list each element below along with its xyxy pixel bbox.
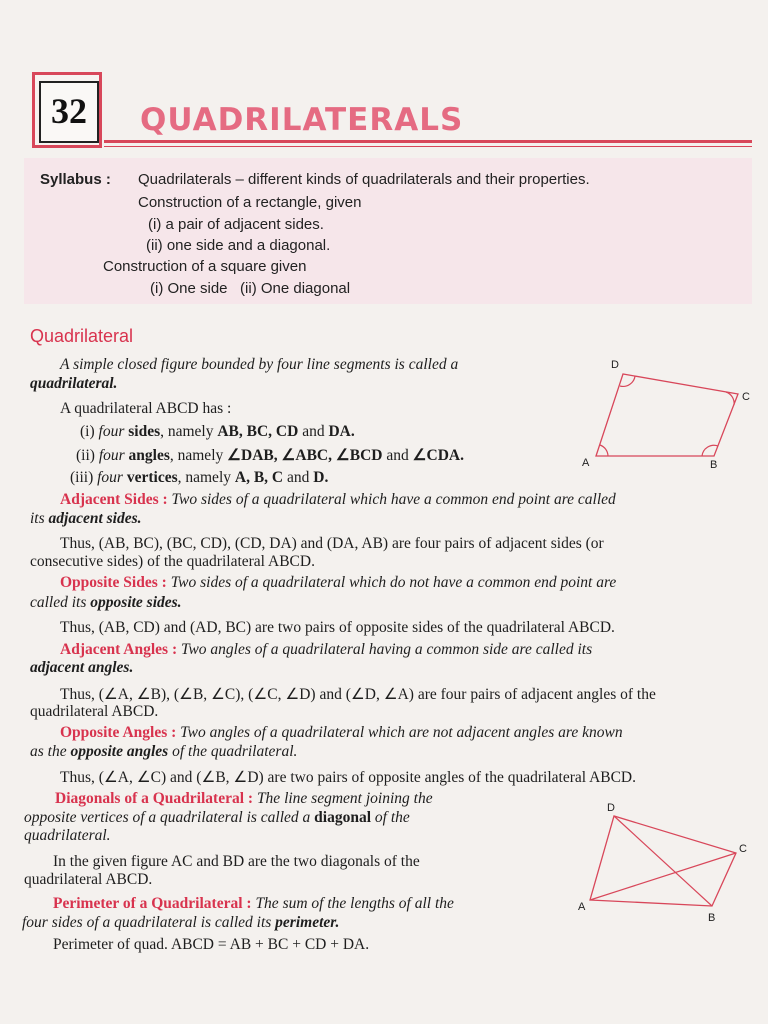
syllabus-line: Quadrilaterals – different kinds of quadrilaterals and their properties. bbox=[138, 171, 590, 188]
text-span: DA. bbox=[328, 423, 355, 440]
text-span: as the bbox=[30, 743, 71, 760]
angle-mark-c bbox=[726, 392, 734, 405]
definition-term: adjacent angles. bbox=[30, 659, 134, 676]
text-span: and bbox=[283, 469, 314, 486]
vertex-label-c: C bbox=[742, 391, 750, 403]
text-span: angles bbox=[124, 447, 170, 464]
syllabus-line: Construction of a square given bbox=[103, 258, 307, 275]
definition-continued bbox=[30, 510, 142, 528]
diagonals-figure bbox=[570, 798, 750, 928]
text-span: ∠DAB, ∠ABC, ∠BCD bbox=[227, 447, 383, 464]
definition-term: quadrilateral. bbox=[30, 375, 118, 392]
list-marker: (iii) bbox=[70, 469, 98, 486]
text-span: The line segment joining the bbox=[253, 790, 433, 807]
text-span: adjacent sides. bbox=[48, 510, 142, 527]
definition bbox=[60, 491, 616, 509]
definition bbox=[60, 724, 623, 742]
vertex-label-a: A bbox=[578, 901, 586, 913]
vertex-label-b: B bbox=[708, 912, 716, 924]
definition-continued bbox=[24, 809, 410, 827]
definition bbox=[53, 895, 454, 913]
text-span: and bbox=[382, 447, 413, 464]
body-text: In the given figure AC and BD are the two diagonals of the bbox=[53, 853, 420, 870]
term-label: Diagonals of a Quadrilateral : bbox=[55, 790, 254, 807]
syllabus-line: (i) a pair of adjacent sides. bbox=[148, 216, 324, 233]
term-label: Adjacent Angles : bbox=[60, 641, 178, 658]
list-marker: (ii) bbox=[76, 447, 99, 464]
text-span: vertices bbox=[122, 469, 178, 486]
body-text: A quadrilateral ABCD has : bbox=[60, 400, 232, 417]
body-text: consecutive sides) of the quadrilateral ABCD. bbox=[30, 553, 315, 570]
definition-continued: quadrilateral. bbox=[24, 827, 111, 844]
text-span: The sum of the lengths of all the bbox=[251, 895, 454, 912]
text-span: D. bbox=[313, 469, 329, 486]
section-heading: Quadrilateral bbox=[30, 326, 134, 346]
text-span: AB, BC, CD bbox=[217, 423, 299, 440]
diagonal-ac bbox=[590, 853, 736, 900]
vertex-label-c: C bbox=[739, 843, 747, 855]
text-span: , namely bbox=[169, 447, 228, 464]
definition-text: A simple closed figure bounded by four line segments is called a bbox=[60, 356, 459, 373]
quadrilateral-outline bbox=[596, 374, 738, 456]
text-span: of the bbox=[371, 809, 410, 826]
text-span: four bbox=[97, 469, 123, 486]
text-span: Two sides of a quadrilateral which have a common end point are called bbox=[167, 491, 616, 508]
body-text: Thus, (AB, CD) and (AD, BC) are two pairs of opposite sides of the quadrilateral ABCD. bbox=[60, 619, 615, 636]
vertex-label-b: B bbox=[710, 459, 718, 471]
title-rule bbox=[104, 140, 752, 143]
text-span: Two sides of a quadrilateral which do not have a common end point are bbox=[166, 574, 617, 591]
text-span: , namely bbox=[177, 469, 235, 486]
syllabus-line: Construction of a rectangle, given bbox=[138, 194, 362, 211]
formula: Perimeter of quad. ABCD = AB + BC + CD + DA. bbox=[53, 936, 370, 953]
quadrilateral-figure bbox=[578, 356, 750, 476]
body-text: Thus, (∠A, ∠C) and (∠B, ∠D) are two pairs of opposite angles of the quadrilateral ABCD. bbox=[60, 769, 637, 786]
text-span: four bbox=[98, 423, 125, 440]
vertex-label-d: D bbox=[607, 802, 615, 814]
text-span: opposite vertices of a quadrilateral is called a bbox=[24, 809, 315, 826]
text-span: its bbox=[30, 510, 49, 527]
definition bbox=[60, 641, 592, 659]
text-span: perimeter. bbox=[275, 914, 340, 931]
definition bbox=[60, 574, 616, 592]
title-rule-thin bbox=[104, 146, 752, 147]
body-text: Thus, (AB, BC), (BC, CD), (CD, DA) and (DA, AB) are four pairs of adjacent sides (or bbox=[60, 535, 604, 552]
chapter-number-box bbox=[32, 72, 102, 148]
term-label: Opposite Angles : bbox=[60, 724, 177, 741]
list-item bbox=[80, 423, 355, 441]
text-span: sides bbox=[124, 423, 161, 440]
text-span: ∠CDA. bbox=[412, 447, 464, 464]
text-span: four bbox=[98, 447, 125, 464]
definition bbox=[55, 790, 433, 808]
vertex-label-d: D bbox=[611, 359, 619, 371]
text-span: diagonal bbox=[314, 809, 372, 826]
diagonal-bd bbox=[614, 816, 712, 906]
body-text: quadrilateral ABCD. bbox=[24, 871, 153, 888]
chapter-title: QUADRILATERALS bbox=[140, 102, 464, 138]
term-label: Opposite Sides : bbox=[60, 574, 167, 591]
angle-mark-a bbox=[600, 445, 608, 456]
text-span: and bbox=[298, 423, 329, 440]
body-text: Thus, (∠A, ∠B), (∠B, ∠C), (∠C, ∠D) and (∠D, ∠A) are four pairs of adjacent angles of the bbox=[60, 686, 656, 703]
text-span: opposite sides. bbox=[90, 594, 182, 611]
text-span: of the quadrilateral. bbox=[168, 743, 298, 760]
definition-continued bbox=[30, 743, 297, 761]
list-marker: (i) bbox=[80, 423, 99, 440]
definition-continued bbox=[30, 594, 182, 612]
text-span: , namely bbox=[160, 423, 218, 440]
text-span: A, B, C bbox=[234, 469, 284, 486]
term-label: Perimeter of a Quadrilateral : bbox=[53, 895, 252, 912]
syllabus-line: (ii) one side and a diagonal. bbox=[146, 237, 331, 254]
list-item bbox=[76, 446, 464, 465]
definition-continued bbox=[22, 914, 339, 932]
text-span: Two angles of a quadrilateral which are not adjacent angles are known bbox=[176, 724, 623, 741]
text-span: opposite angles bbox=[70, 743, 169, 760]
text-span: four sides of a quadrilateral is called its bbox=[22, 914, 276, 931]
vertex-label-a: A bbox=[582, 457, 590, 469]
chapter-number: 32 bbox=[39, 81, 99, 143]
text-span: called its bbox=[30, 594, 91, 611]
syllabus-line: (i) One side (ii) One diagonal bbox=[150, 280, 351, 297]
term-label: Adjacent Sides : bbox=[60, 491, 168, 508]
list-item bbox=[70, 469, 328, 487]
text-span: Two angles of a quadrilateral having a common side are called its bbox=[177, 641, 593, 658]
syllabus-label: Syllabus : bbox=[40, 171, 111, 188]
body-text: quadrilateral ABCD. bbox=[30, 703, 159, 720]
